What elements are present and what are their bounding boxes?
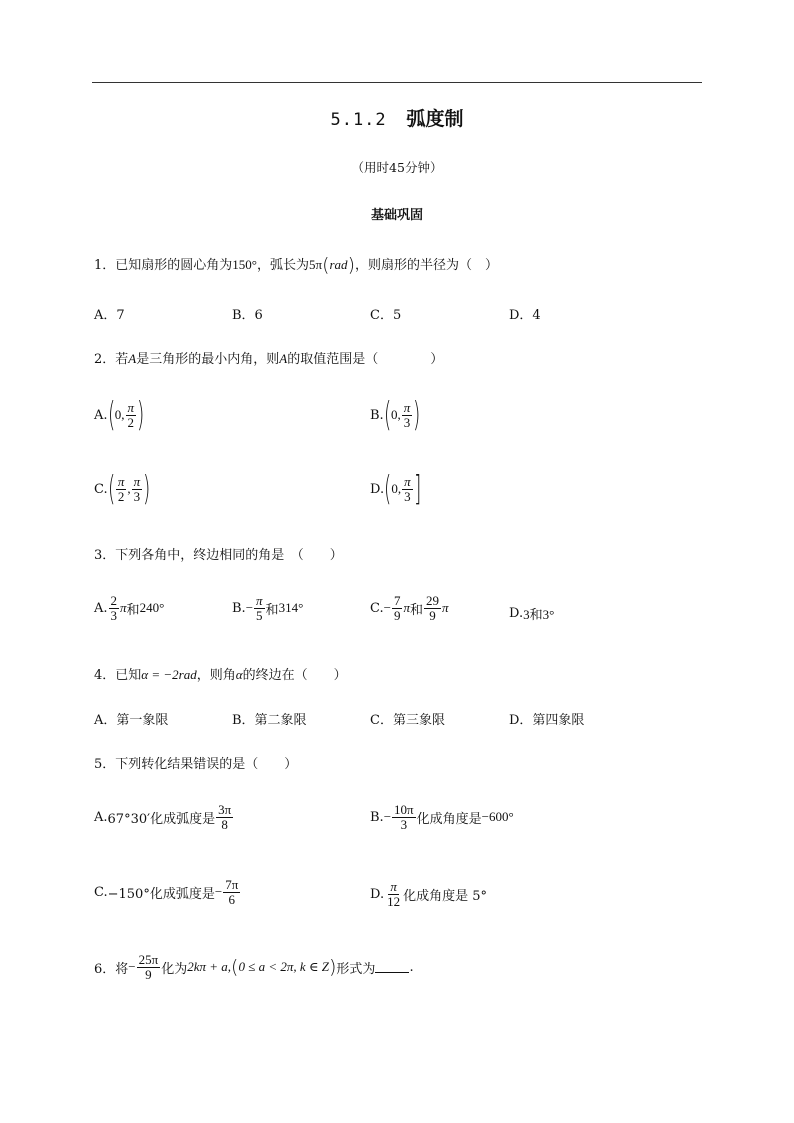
section-heading: 基础巩固 [370, 208, 423, 223]
q3-c-label: C. [370, 600, 384, 616]
q3-d-text: 3和3° [523, 607, 555, 622]
q1-angle: 150° [232, 257, 257, 272]
q4-stem-b: ，则角 [196, 668, 236, 683]
time-limit: （用时45分钟） [351, 160, 443, 175]
answer-blank[interactable] [375, 962, 409, 973]
q2-b-label: B. [370, 407, 384, 423]
header-rule [92, 82, 702, 83]
q2-a-label: A. [94, 407, 108, 423]
page-title [0, 104, 794, 131]
q5-b-label: B. [370, 809, 384, 825]
q2-b-left: 0, [390, 407, 401, 422]
q6-fraction: $\frac{25\pi}{9}$ [138, 952, 159, 982]
q5-a-pre: 67°30′化成弧度是 [107, 811, 216, 827]
q2-c-fraction-2: $\frac{\pi}{3}$ [133, 473, 141, 504]
q5-d-fraction: $\frac{\pi}{12}$ [387, 879, 401, 909]
title-text: 弧度制 [406, 108, 464, 130]
question-5: 5．下列转化结果错误的是（ ） [94, 757, 298, 772]
q1-option-a: A．7 [94, 308, 125, 323]
q4-option-b: B．第二象限 [232, 713, 307, 728]
q5-c-label: C. [94, 884, 108, 900]
q2-option-d: D. ( 0, $\frac{\pi}{3}$ ] [370, 469, 421, 509]
q2-stem-c: 的取值范围是（ ） [287, 352, 444, 367]
q3-option-c: C. − $\frac{7}{9}$ π 和 $\frac{29}{9}$ π [370, 593, 449, 623]
q1-stem-a: 1．已知扇形的圆心角为 [94, 258, 233, 273]
q2-var: A [128, 351, 137, 366]
q6-stem-c: 形式为 [336, 961, 376, 977]
q5-a-fraction: $\frac{3\pi}{8}$ [218, 802, 232, 832]
question-3: 3．下列各角中，终边相同的角是 （ ） [94, 548, 343, 563]
q4-option-d: D．第四象限 [509, 713, 585, 728]
q6-stem-a: 6．将 [94, 961, 129, 977]
q5-a-label: A. [94, 809, 108, 825]
q3-c-fraction-1: $\frac{7}{9}$ [393, 593, 401, 623]
q3-b-fraction: $\frac{\pi}{5}$ [256, 593, 263, 623]
q5-d-post: 化成角度是 5° [403, 888, 487, 904]
q2-a-left: 0, [114, 407, 125, 422]
q1-arc: 5π [309, 257, 323, 272]
q3-a-label: A. [94, 600, 108, 616]
q6-stem-b: 化为 [161, 961, 188, 977]
question-1: 1．已知扇形的圆心角为150°，弧长为5π(rad)，则扇形的半径为（ ） [94, 254, 498, 276]
q2-option-b: B. ( 0, $\frac{\pi}{3}$ ) [370, 395, 421, 435]
q2-c-fraction-1: $\frac{\pi}{2}$ [117, 473, 125, 504]
q5-b-fraction: $\frac{10\pi}{3}$ [394, 802, 414, 832]
q5-c-fraction: $\frac{7\pi}{6}$ [225, 877, 239, 907]
q5-option-b: B. − $\frac{10\pi}{3}$ 化成角度是 −600° [370, 802, 514, 832]
q2-b-fraction: $\frac{\pi}{3}$ [403, 399, 411, 430]
q2-stem-a: 2．若 [94, 352, 129, 367]
q5-option-a [94, 803, 234, 831]
question-2 [94, 348, 443, 367]
q5-d-label: D. [370, 886, 385, 902]
q2-c-label: C. [94, 481, 108, 497]
q3-a-fraction: $\frac{2}{3}$ [110, 593, 118, 623]
q2-stem-b: 是三角形的最小内角，则 [136, 352, 280, 367]
q4-alpha: α [235, 667, 243, 682]
q5-option-d [370, 880, 487, 908]
q3-d-label: D. [509, 606, 524, 621]
q4-option-c: C．第三象限 [370, 713, 445, 728]
q1-option-d: D．4 [509, 308, 541, 323]
q4-equation: α = −2rad [141, 667, 197, 682]
q4-stem-a: 4．已知 [94, 668, 142, 683]
q2-var-2: A [279, 351, 288, 366]
section-number: 5.1.2 [330, 110, 387, 130]
q2-option-a: A. ( 0, $\frac{\pi}{2}$ ) [94, 395, 145, 435]
q6-expr: 2kπ + a, [187, 959, 232, 975]
q3-option-a: A. $\frac{2}{3}$ π 和 240° [94, 593, 165, 623]
q1-option-b: B．6 [232, 308, 263, 323]
q3-option-b: B. − $\frac{\pi}{5}$ 和 314° [232, 593, 304, 623]
q4-option-a: A．第一象限 [94, 713, 169, 728]
q2-d-label: D. [370, 481, 385, 497]
question-4 [94, 664, 347, 683]
q5-c-pre: −150°化成弧度是 [107, 886, 215, 902]
q2-d-left: 0, [391, 481, 402, 496]
q3-option-d [509, 604, 554, 623]
q1-stem-b: ，弧长为 [256, 258, 309, 273]
q5-option-c: C. −150°化成弧度是 − $\frac{7\pi}{6}$ [94, 877, 239, 907]
q2-a-fraction: $\frac{\pi}{2}$ [127, 399, 135, 430]
q1-option-c: C．5 [370, 308, 402, 323]
question-6: 6．将 − $\frac{25\pi}{9}$ 化为 2kπ + a, ( 0 ≤ a < 2π, k ∈ Z ) 形式为 . [94, 952, 414, 982]
q3-c-fraction-2: $\frac{29}{9}$ [426, 593, 439, 623]
q2-option-c: C. ( $\frac{\pi}{2}$ , $\frac{\pi}{3}$ ) [94, 469, 151, 509]
q3-b-label: B. [232, 600, 246, 616]
q1-stem-c: ，则扇形的半径为（ ） [354, 258, 498, 273]
q1-unit: rad [329, 257, 348, 272]
q4-stem-c: 的终边在（ ） [242, 668, 347, 683]
q2-d-fraction: $\frac{\pi}{3}$ [404, 473, 411, 504]
q6-condition: 0 ≤ a < 2π, k ∈ Z [238, 959, 329, 975]
